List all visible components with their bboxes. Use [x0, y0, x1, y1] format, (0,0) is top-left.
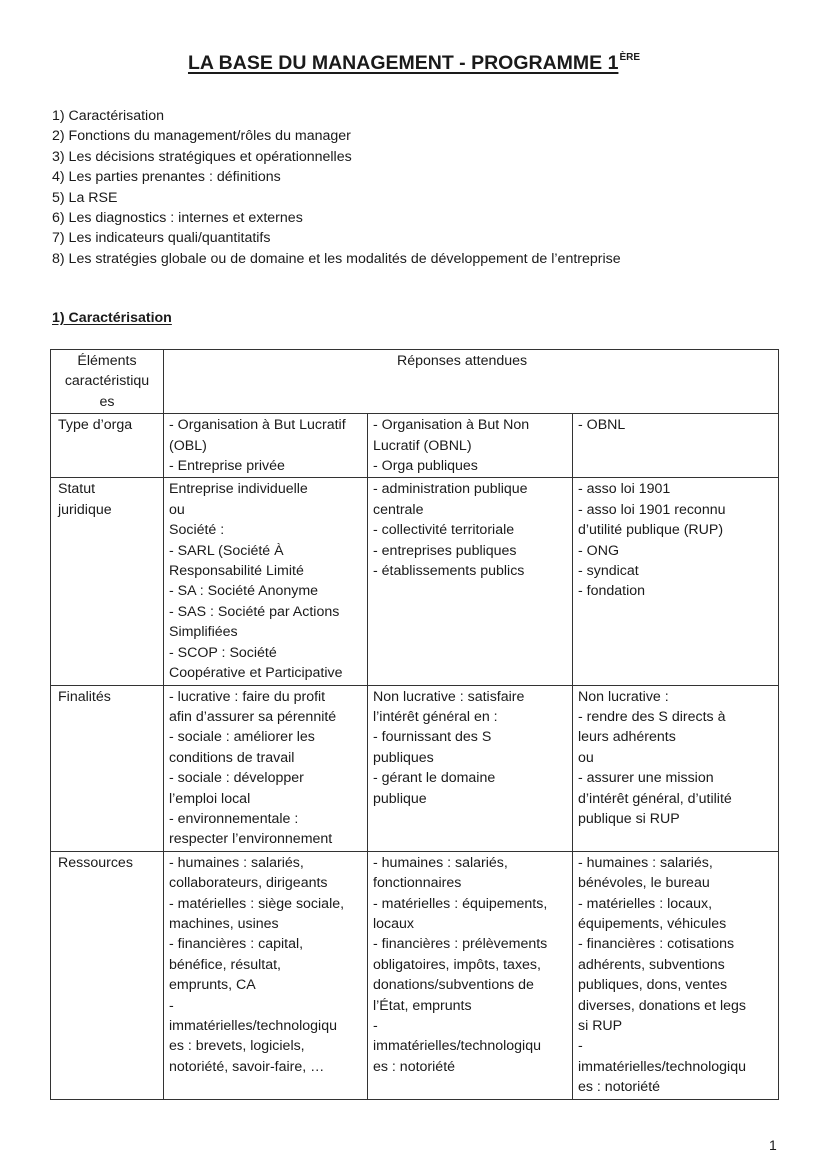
cell-line: publiques [373, 749, 434, 766]
toc-item: 8) Les stratégies globale ou de domaine et les modalités de développement de l’entreprise [52, 250, 621, 267]
cell-line: collaborateurs, dirigeants [169, 875, 328, 892]
cell-line: d’utilité publique (RUP) [578, 522, 724, 539]
cell-line: - [373, 1018, 378, 1034]
row-label-cell [51, 414, 164, 478]
cell-line: - fournissant des S [373, 729, 492, 746]
row-label-cell [51, 478, 164, 685]
cell-line: - asso loi 1901 [578, 481, 671, 498]
cell-line: fonctionnaires [373, 875, 462, 892]
table-cell [164, 414, 368, 478]
table-cell [368, 851, 573, 1099]
cell-line: donations/subventions de [373, 977, 534, 994]
cell-line: (OBL) [169, 437, 207, 454]
header-line: es [99, 393, 115, 410]
cell-line: - entreprises publiques [373, 542, 517, 559]
cell-line: conditions de travail [169, 749, 295, 766]
cell-line: - Organisation à But Non [373, 417, 530, 434]
header-line: Éléments [77, 353, 137, 369]
cell-line: Entreprise individuelle [169, 481, 308, 498]
table-row [51, 478, 779, 685]
cell-line: respecter l’environnement [169, 831, 333, 848]
table-cell [573, 685, 779, 851]
title-text: LA BASE DU MANAGEMENT - PROGRAMME 1 [187, 52, 619, 74]
cell-line: - Organisation à But Lucratif [169, 417, 346, 434]
cell-line: Non lucrative : satisfaire [373, 688, 525, 705]
toc-item: 3) Les décisions stratégiques et opérationnelles [52, 148, 352, 165]
cell-line: leurs adhérents [578, 729, 676, 746]
cell-line: l’intérêt général en : [373, 708, 498, 725]
table-cell [368, 478, 573, 685]
cell-line: bénévoles, le bureau [578, 875, 710, 892]
cell-line: - établissements publics [373, 563, 525, 580]
cell-line: d’intérêt général, d’utilité [578, 790, 732, 807]
cell-line: - collectivité territoriale [373, 522, 515, 539]
cell-line: - syndicat [578, 563, 639, 580]
cell-line: - matérielles : équipements, [373, 895, 548, 912]
cell-line: afin d’assurer sa pérennité [169, 708, 337, 725]
cell-line: - SAS : Société par Actions [169, 603, 340, 620]
table-cell [164, 685, 368, 851]
cell-line: l’État, emprunts [373, 997, 472, 1014]
table-cell [368, 414, 573, 478]
toc-item: 2) Fonctions du management/rôles du manager [52, 128, 351, 145]
row-label-cell [51, 685, 164, 851]
cell-line: publique si RUP [578, 810, 680, 827]
toc-item: 6) Les diagnostics : internes et externes [52, 210, 303, 227]
cell-line: - Entreprise privée [169, 458, 285, 475]
cell-line: - SA : Société Anonyme [169, 583, 319, 600]
cell-line: - lucrative : faire du profit [169, 688, 326, 705]
cell-line: ou [578, 749, 594, 766]
cell-line: - administration publique [373, 481, 528, 498]
cell-line: adhérents, subventions [578, 956, 725, 973]
table-header-row [51, 350, 779, 414]
cell-line: - Orga publiques [373, 458, 478, 475]
cell-line: si RUP [578, 1018, 623, 1034]
title-superscript: ÈRE [619, 52, 640, 63]
cell-line: - financières : capital, [169, 936, 304, 953]
header-elements-cell [51, 350, 164, 414]
cell-line: centrale [373, 501, 424, 518]
cell-line: immatérielles/technologiqu [169, 1018, 337, 1034]
cell-line: - gérant le domaine [373, 770, 496, 787]
table-cell [573, 851, 779, 1099]
table-row [51, 414, 779, 478]
table-cell [573, 478, 779, 685]
row-label-line: juridique [58, 501, 112, 518]
cell-line: obligatoires, impôts, taxes, [373, 956, 541, 973]
cell-line: - [578, 1038, 583, 1055]
cell-line: Lucratif (OBNL) [373, 437, 472, 454]
cell-line: - financières : prélèvements [373, 936, 548, 953]
cell-line: Société : [169, 522, 225, 539]
cell-line: - humaines : salariés, [578, 854, 713, 871]
toc-item: 7) Les indicateurs quali/quantitatifs [52, 230, 271, 247]
table-cell [164, 851, 368, 1099]
header-line: caractéristiqu [64, 373, 150, 390]
cell-line: - matérielles : locaux, [578, 895, 713, 912]
row-label-line: Ressources [58, 854, 133, 871]
toc-item: 4) Les parties prenantes : définitions [52, 169, 281, 186]
cell-line: ou [169, 501, 185, 518]
section-heading: 1) Caractérisation [52, 310, 172, 326]
page-title [0, 52, 828, 75]
toc-item: 1) Caractérisation [52, 108, 164, 124]
cell-line: locaux [373, 915, 415, 932]
cell-line: publique [373, 790, 427, 807]
cell-line: Simplifiées [169, 624, 238, 641]
cell-line: Non lucrative : [578, 688, 669, 705]
header-answers-cell: Réponses attendues [164, 350, 779, 414]
row-label-line: Statut [58, 481, 96, 498]
cell-line: - fondation [578, 583, 646, 600]
cell-line: - financières : cotisations [578, 936, 735, 953]
table-of-contents [52, 106, 621, 269]
cell-line: machines, usines [169, 915, 279, 932]
cell-line: - SARL (Société À [169, 542, 284, 559]
cell-line: l’emploi local [169, 790, 251, 807]
cell-line: - ONG [578, 542, 619, 559]
cell-line: - rendre des S directs à [578, 708, 726, 725]
cell-line: - sociale : développer [169, 770, 304, 787]
table-row [51, 685, 779, 851]
row-label-cell [51, 851, 164, 1099]
cell-line: immatérielles/technologiqu [578, 1058, 746, 1075]
cell-line: - OBNL [578, 417, 626, 434]
cell-line: - environnementale : [169, 810, 299, 827]
table-cell [573, 414, 779, 478]
cell-line: bénéfice, résultat, [169, 956, 281, 973]
cell-line: - assurer une mission [578, 770, 714, 787]
cell-line: - [169, 997, 174, 1014]
table-row [51, 851, 779, 1099]
cell-line: - SCOP : Société [169, 644, 277, 661]
row-label-line: Finalités [58, 688, 111, 705]
cell-line: publiques, dons, ventes [578, 977, 728, 994]
cell-line: Coopérative et Participative [169, 665, 343, 682]
cell-line: - matérielles : siège sociale, [169, 895, 345, 912]
cell-line: - humaines : salariés, [169, 854, 304, 871]
page-number: 1 [769, 1137, 777, 1153]
cell-line: diverses, donations et legs [578, 997, 746, 1014]
cell-line: - sociale : améliorer les [169, 729, 315, 746]
cell-line: - asso loi 1901 reconnu [578, 501, 726, 518]
cell-line: Responsabilité Limité [169, 563, 304, 580]
cell-line: équipements, véhicules [578, 915, 727, 932]
cell-line: es : brevets, logiciels, [169, 1038, 305, 1055]
cell-line: - humaines : salariés, [373, 854, 508, 871]
cell-line: immatérielles/technologiqu [373, 1038, 541, 1055]
characterization-table [50, 349, 779, 1100]
toc-item: 5) La RSE [52, 189, 118, 206]
cell-line: es : notoriété [373, 1058, 456, 1075]
cell-line: es : notoriété [578, 1079, 661, 1096]
cell-line: emprunts, CA [169, 977, 256, 994]
table-cell [164, 478, 368, 685]
cell-line: notoriété, savoir-faire, … [169, 1058, 325, 1075]
table-cell [368, 685, 573, 851]
row-label-line: Type d’orga [58, 417, 133, 434]
